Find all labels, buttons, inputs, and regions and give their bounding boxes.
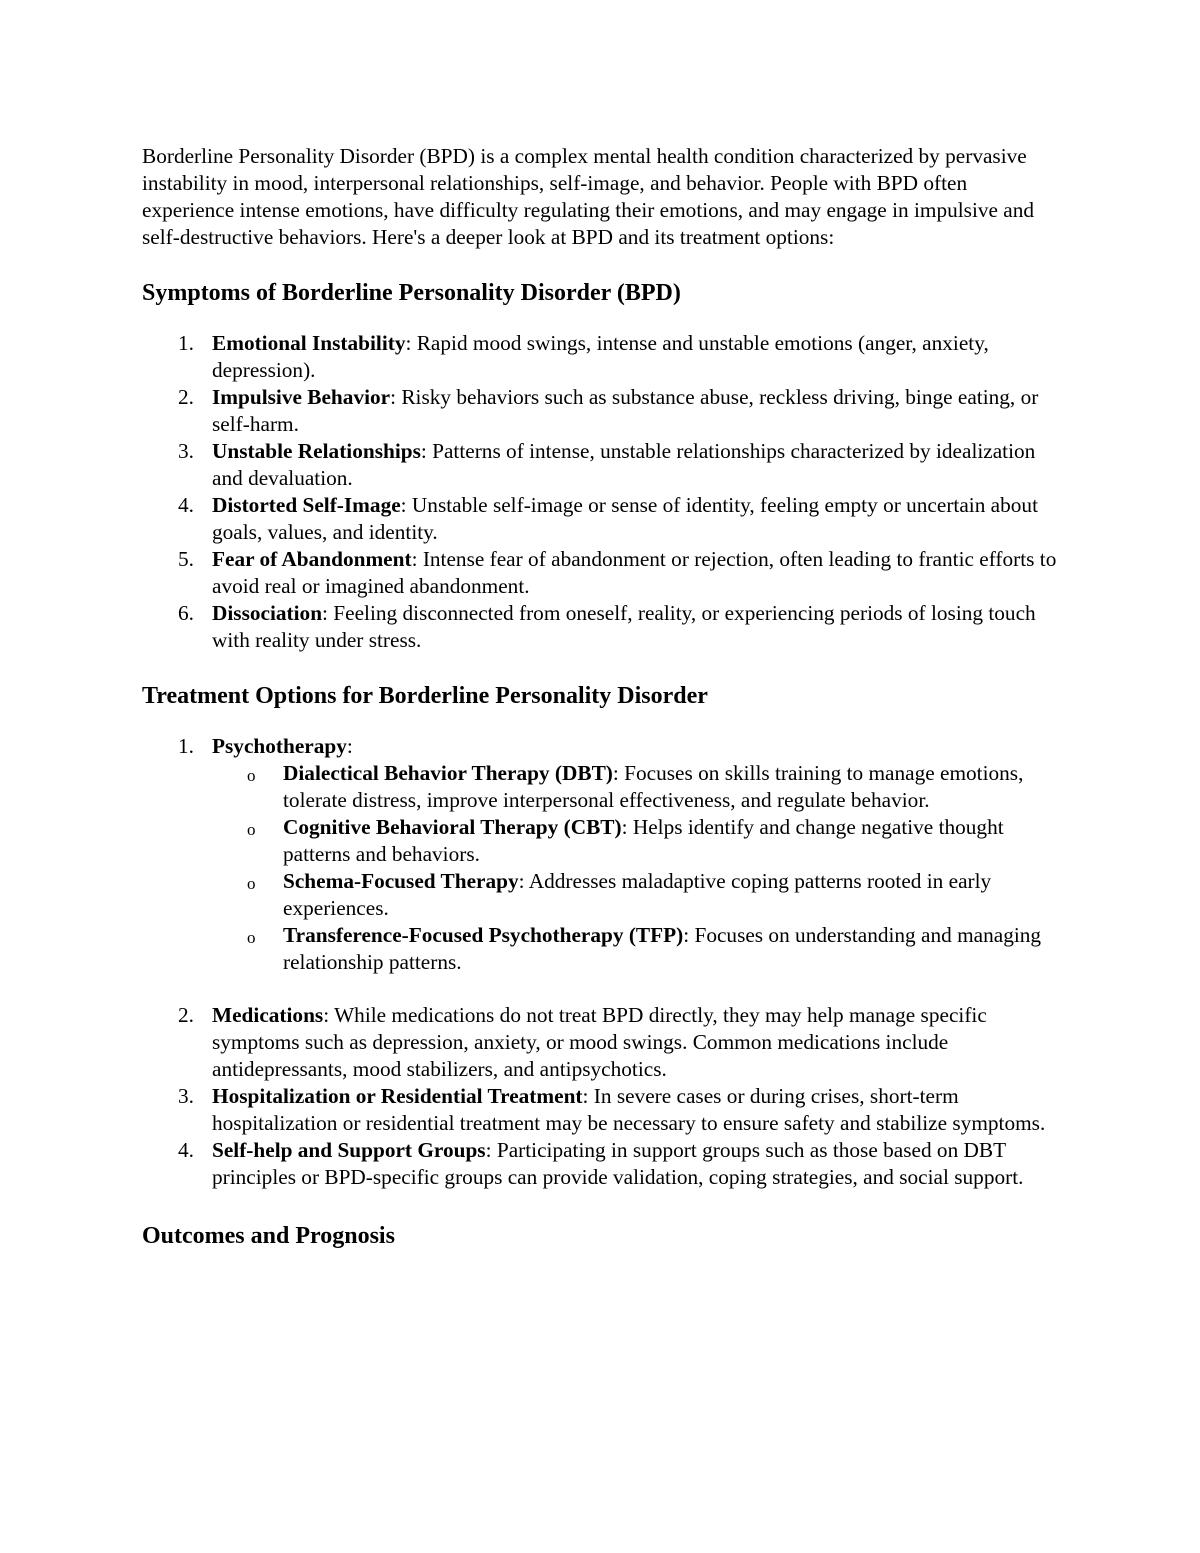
bullet-icon: o	[247, 766, 256, 785]
sub-list-item: o Dialectical Behavior Therapy (DBT): Focuses on skills training to manage emotions, tolerate distress, improve interpersonal effectiveness, and regulate behavior.	[247, 761, 1024, 812]
symptoms-heading: Symptoms of Borderline Personality Disorder (BPD)	[142, 280, 681, 306]
list-item: 4. Distorted Self-Image: Unstable self-image or sense of identity, feeling empty or uncertain about goals, values, and identity.	[178, 493, 1038, 544]
outcomes-heading: Outcomes and Prognosis	[142, 1223, 395, 1249]
sub-list-item: o Transference-Focused Psychotherapy (TFP): Focuses on understanding and managing relationship patterns.	[247, 923, 1042, 974]
symptoms-list	[142, 330, 1062, 654]
bullet-icon: o	[247, 928, 256, 947]
bullet-icon: o	[247, 874, 256, 893]
list-item: 4. Self-help and Support Groups: Participating in support groups such as those based on DBT principles or BPD-specific groups can provide validation, coping strategies, and social support.	[178, 1138, 1024, 1189]
list-spacer	[212, 976, 1062, 1002]
document-page	[142, 143, 1062, 1251]
list-item: 6. Dissociation: Feeling disconnected from oneself, reality, or experiencing periods of losing touch with reality under stress.	[178, 601, 1036, 652]
list-item: 2. Medications: While medications do not treat BPD directly, they may help manage specific symptoms such as depression, anxiety, or mood swings. Common medications include antidepressants, mood stabilizers, and antipsychotics.	[178, 1003, 987, 1081]
list-item: 2. Impulsive Behavior: Risky behaviors such as substance abuse, reckless driving, binge eating, or self-harm.	[178, 385, 1039, 436]
psychotherapy-sublist	[212, 760, 1062, 976]
treatment-list	[142, 733, 1062, 1191]
list-item: 3. Unstable Relationships: Patterns of intense, unstable relationships characterized by idealization and devaluation.	[178, 439, 1036, 490]
list-item-psychotherapy: 1. Psychotherapy: o Dialectical Behavior Therapy (DBT): Focuses on skills training to manage emotions, tolerate distress, improve interpersonal effectiveness, and regulate behavior. o Cognitive Behavioral Therapy (CBT): Helps identify and change negative thought patterns and behaviors. o Schema-Focused Therapy: Addresses maladaptive coping patterns rooted in early experiences. o Transference-Focused Psychotherapy (TFP): Focuses on understanding and managing relationship patterns.	[142, 733, 1062, 1002]
bullet-icon: o	[247, 820, 256, 839]
treatment-heading: Treatment Options for Borderline Personality Disorder	[142, 683, 708, 709]
list-item: 5. Fear of Abandonment: Intense fear of abandonment or rejection, often leading to frantic efforts to avoid real or imagined abandonment.	[178, 547, 1057, 598]
intro-paragraph: Borderline Personality Disorder (BPD) is a complex mental health condition characterized by pervasive instability in mood, interpersonal relationships, self-image, and behavior. People with BPD often experience intense emotions, have difficulty regulating their emotions, and may engage in impulsive and self-destructive behaviors. Here's a deeper look at BPD and its treatment options:	[142, 144, 1035, 249]
sub-list-item: o Schema-Focused Therapy: Addresses maladaptive coping patterns rooted in early experiences.	[247, 869, 992, 920]
list-item: 1. Emotional Instability: Rapid mood swings, intense and unstable emotions (anger, anxiety, depression).	[178, 331, 989, 382]
list-item: 3. Hospitalization or Residential Treatment: In severe cases or during crises, short-term hospitalization or residential treatment may be necessary to ensure safety and stabilize symptoms.	[178, 1084, 1046, 1135]
sub-list-item: o Cognitive Behavioral Therapy (CBT): Helps identify and change negative thought patterns and behaviors.	[247, 815, 1004, 866]
